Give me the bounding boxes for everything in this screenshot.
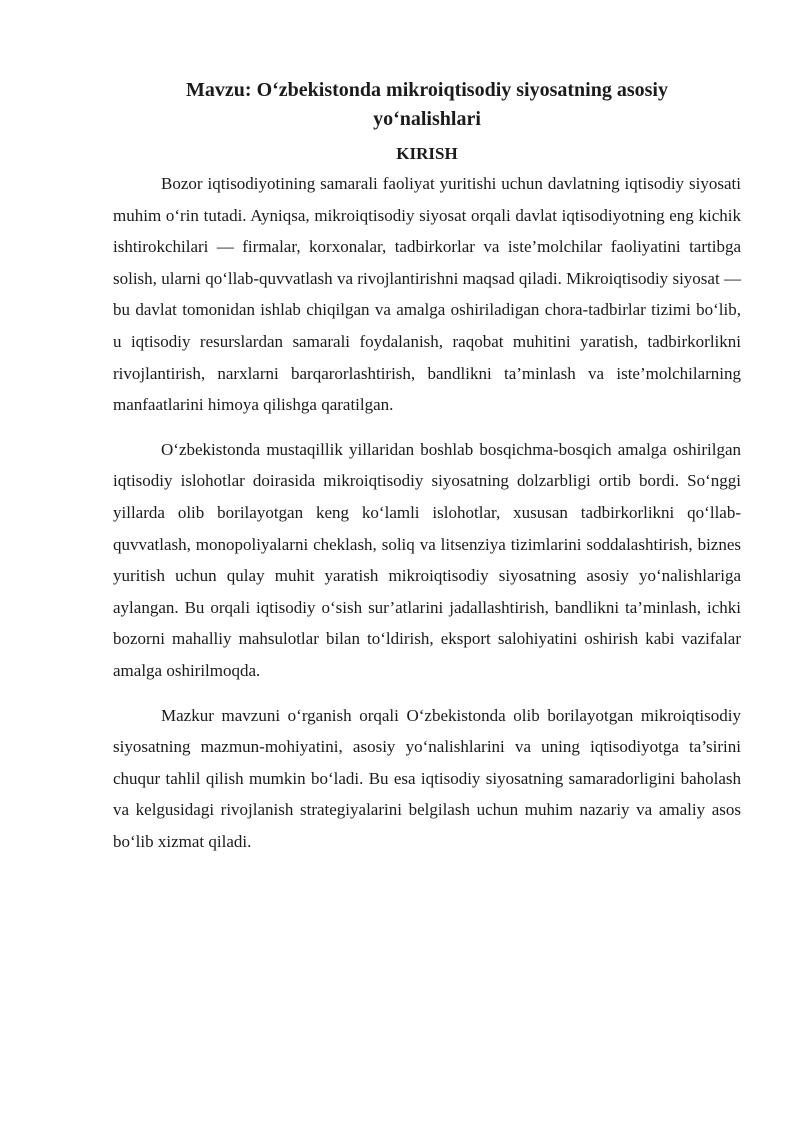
section-heading: KIRISH — [396, 144, 458, 163]
paragraph-3: Mazkur mavzuni o‘rganish orqali O‘zbekistonda olib borilayotgan mikroiqtisodiy siyosatning mazmun-mohiyatini, asosiy yo‘nalishlarini va uning iqtisodiyotga ta’sirini chuqur tahlil qilish mumkin bo‘ladi. Bu esa iqtisodiy siyosatning samaradorligini baholash va kelgusidagi rivojlanish strategiyalarini belgilash uchun muhim nazariy va amaliy asos bo‘lib xizmat qiladi. — [113, 705, 741, 851]
paragraph-2: O‘zbekistonda mustaqillik yillaridan boshlab bosqichma-bosqich amalga oshirilgan iqtisodiy islohotlar doirasida mikroiqtisodiy siyosatning dolzarbligi ortib bordi. So‘nggi yillarda olib borilayotgan keng ko‘lamli islohotlar, xususan tadbirkorlikni qo‘llab-quvvatlash, monopoliyalarni cheklash, soliq va litsenziya tizimlarini soddalashtirish, biznes yuritish uchun qulay muhit yaratish mikroiqtisodiy siyosatning asosiy yo‘nalishlariga aylangan. Bu orqali iqtisodiy o‘sish sur’atlarini jadallashtirish, bandlikni ta’minlash, ichki bozorni mahalliy mahsulotlar bilan to‘ldirish, eksport salohiyatini oshirish kabi vazifalar amalga oshirilmoqda. — [113, 439, 741, 680]
document-title: Mavzu: O‘zbekistonda mikroiqtisodiy siyosatning asosiy yo‘nalishlari — [186, 79, 668, 130]
document-body — [113, 76, 741, 857]
paragraph-1: Bozor iqtisodiyotining samarali faoliyat yuritishi uchun davlatning iqtisodiy siyosati muhim o‘rin tutadi. Ayniqsa, mikroiqtisodiy siyosat orqali davlat iqtisodiyotning eng kichik ishtirokchilari — firmalar, korxonalar, tadbirkorlar va iste’molchilar faoliyatini tartibga solish, ularni qo‘llab-quvvatlash va rivojlantirishni maqsad qiladi. Mikroiqtisodiy siyosat — bu davlat tomonidan ishlab chiqilgan va amalga oshiriladigan chora-tadbirlar tizimi bo‘lib, u iqtisodiy resurslardan samarali foydalanish, raqobat muhitini yaratish, tadbirkorlikni rivojlantirish, narxlarni barqarorlashtirish, bandlikni ta’minlash va iste’molchilarning manfaatlarini himoya qilishga qaratilgan. — [113, 174, 741, 415]
